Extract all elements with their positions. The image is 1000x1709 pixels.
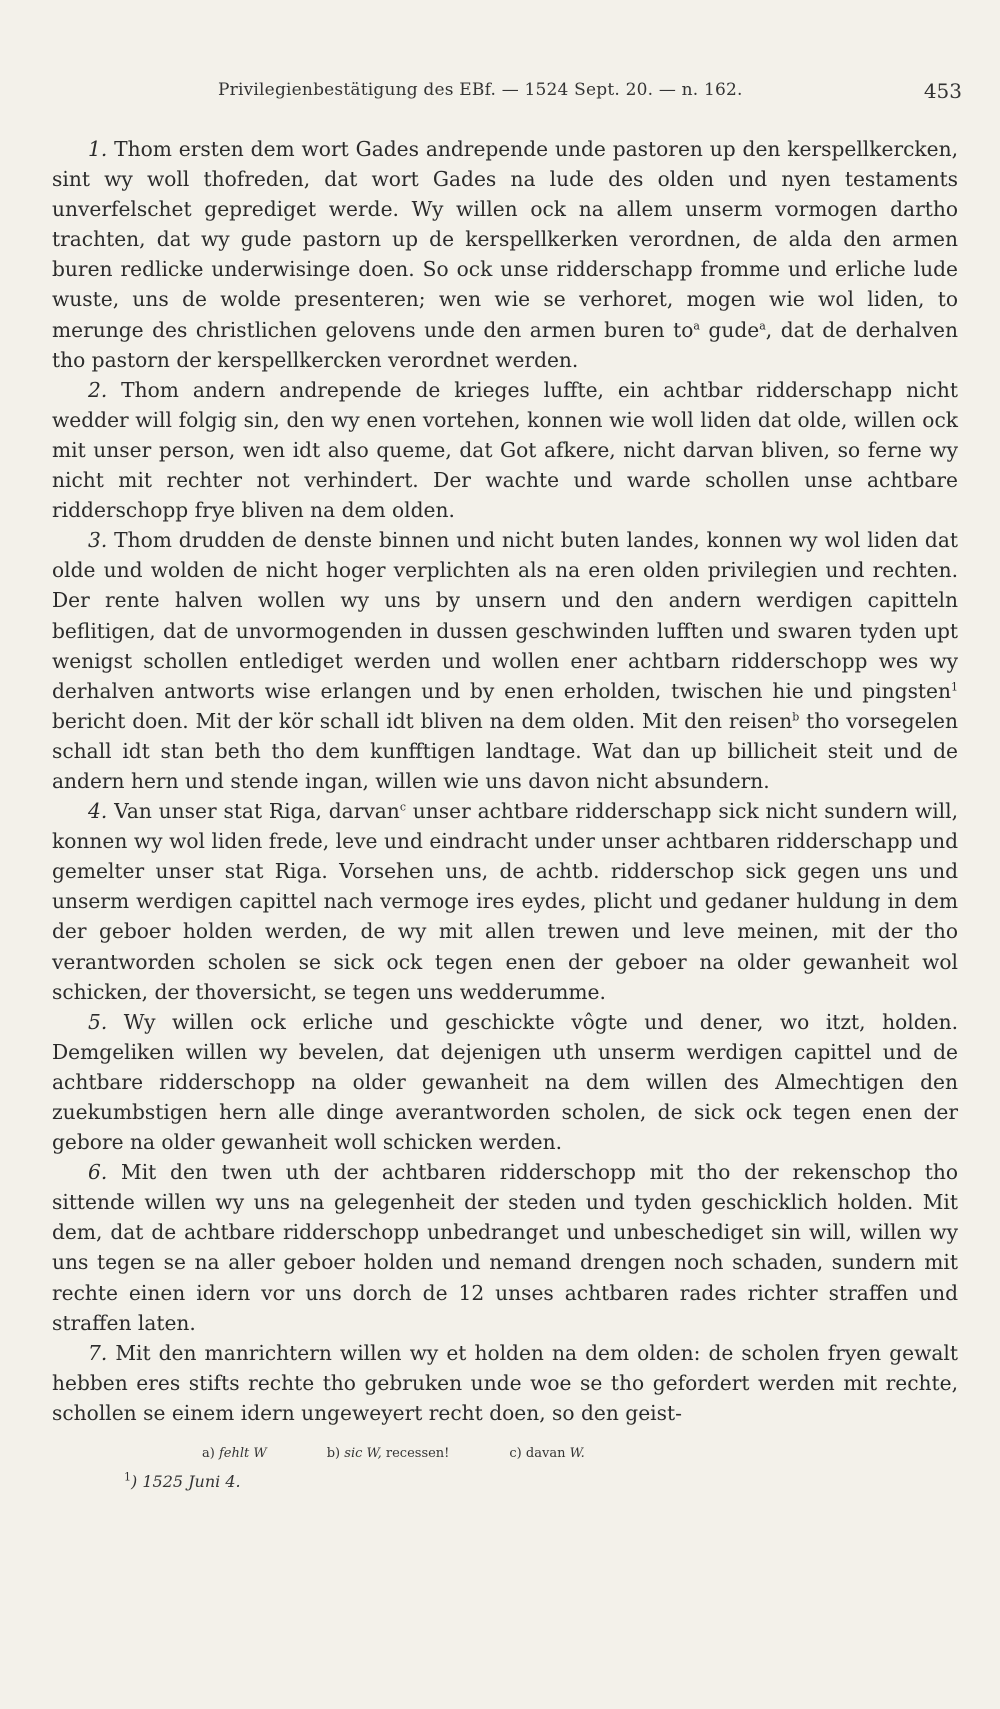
paragraph-number: 1. [88, 137, 108, 161]
footnotes [52, 1438, 958, 1491]
apparatus-label: b) [326, 1445, 341, 1461]
apparatus-mark: b [792, 710, 800, 724]
paragraph-text-tail: tho vorsegelen schall idt stan beth tho dem kunfftigen landtage. Wat dan up billicheit steit und de andern hern und stende ingan, willen wie uns davon nicht absundern. [52, 708, 958, 793]
paragraph-number: 7. [88, 1340, 108, 1365]
paragraph-2 [52, 375, 958, 525]
footnote-number: 1 [124, 1470, 131, 1484]
paragraph-6 [52, 1157, 958, 1338]
paragraph-1 [52, 134, 958, 375]
paragraph-number: 5. [88, 1009, 108, 1034]
apparatus-mark: a [693, 318, 700, 332]
paragraph-text: Thom drudden de denste binnen und nicht buten landes, konnen wy wol liden dat olde und wolden de nicht hoger verplichten als na eren olden privilegien und rechten. Der rente halven wollen wy uns by unsern und den andern werdigen capitteln beflitigen, dat de unvormogenden in dussen geschwinden lufften und swaren tyden upt wenigst schollen entlediget werden und wollen ener achtbarn ridderschopp wes wy derhalven antworts wise erlangen und by enen erholden, twischen hie und pingsten [52, 528, 958, 703]
paragraph-text-mid: gude [699, 317, 760, 342]
apparatus-label: a) [202, 1445, 215, 1461]
paragraph-text: Mit den twen uth der achtbaren ridderschopp mit tho der rekenschop tho sittende willen wy uns na gelegenheit der steden und tyden geschicklich holden. Mit dem, dat de achtbare ridderschopp unbedranget und unbeschediget sin will, willen wy uns tegen se na aller geboer holden und nemand drengen noch schaden, sundern mit rechte einen idern vor uns dorch de 12 unses achtbaren rades richter straffen und straffen laten. [52, 1160, 958, 1335]
critical-apparatus [52, 1438, 958, 1468]
paragraph-text-mid: unser achtbare ridderschapp sick nicht sundern will, konnen wy wol liden frede, leve und eindracht under unser achtbaren ridderschapp und gemelter unser stat Riga. Vorsehen uns, de achtb. ridderschop sick gegen uns und unserm werdigen capittel nach vermoge ires eydes, plicht und gedaner huldung in dem der geboer holden werden, de wy mit allen trewen und leve meinen, mit der tho verantworden scholen se sick ock tegen enen der geboer na older gewanheit wol schicken, der thoversicht, se tegen uns wedderumme. [52, 799, 958, 1004]
paragraph-text: Mit den manrichtern willen wy et holden na dem olden: de scholen fryen gewalt hebben eres stifts rechte tho gebruken unde woe se tho gefordert werden mit rechte, schollen se einem idern ungeweyert recht doen, so den geist- [52, 1340, 958, 1425]
paragraph-text: Wy willen ock erliche und geschickte vôgte und dener, wo itzt, holden. Demgeliken willen wy bevelen, dat dejenigen uth unserm werdigen capittel und de achtbare ridderschopp na older gewanheit na dem willen des Almechtigen den zuekumbstigen hern alle dinge averantworden scholen, de sick ock tegen enen der gebore na older gewanheit woll schicken werden. [52, 1009, 958, 1155]
paragraph-3 [52, 525, 958, 796]
paragraph-text: Thom ersten dem wort Gades andrepende unde pastoren up den kerspellkercken, sint wy woll thofreden, dat wort Gades na lude des olden und nyen testaments unverfelschet geprediget werde. Wy willen ock na allem unserm vormogen dartho trachten, dat wy gude pastorn up de kerspellkerken verordnen, de alda den armen buren redlicke underwisinge doen. So ock unse ridderschapp fromme und erliche lude wuste, uns de wolde presenteren; wen wie se verhoret, mogen wie wol liden, to merunge des christlichen gelovens unde den armen buren to [52, 137, 958, 342]
apparatus-tail: recessen! [385, 1445, 450, 1461]
page-number: 453 [923, 79, 962, 103]
apparatus-tail: W. [569, 1445, 585, 1461]
body-text [52, 134, 958, 1428]
paragraph-4 [52, 796, 958, 1007]
paragraph-text: Van unser stat Riga, darvan [114, 799, 400, 824]
paragraph-number: 4. [88, 799, 108, 824]
paragraph-5 [52, 1007, 958, 1157]
apparatus-mark: a [759, 318, 766, 332]
paragraph-7 [52, 1338, 958, 1428]
footnote-mark: 1 [951, 679, 958, 693]
apparatus-text: fehlt W [218, 1445, 267, 1461]
paragraph-number: 3. [88, 528, 108, 553]
apparatus-mark: c [399, 800, 406, 814]
paragraph-text-tail: , dat de derhalven tho pastorn der kerspellkercken verordnet werden. [52, 317, 958, 372]
apparatus-text: sic W, [344, 1445, 382, 1461]
paragraph-number: 6. [88, 1160, 108, 1185]
apparatus-note-a [202, 1446, 267, 1461]
apparatus-note-b [327, 1446, 450, 1461]
running-head: Privilegienbestätigung des EBf. — 1524 Sept. 20. — n. 162. [218, 80, 743, 100]
footnote-1 [52, 1472, 958, 1491]
paragraph-text-mid: bericht doen. Mit der kör schall idt bliven na dem olden. Mit den reisen [52, 708, 793, 733]
footnote-text: ) 1525 Juni 4. [131, 1472, 241, 1492]
paragraph-number: 2. [88, 377, 108, 402]
apparatus-label: c) [509, 1445, 522, 1461]
paragraph-text: Thom andern andrepende de krieges luffte, ein achtbar ridderschapp nicht wedder will folgig sin, den wy enen vortehen, konnen wie woll liden dat olde, willen ock mit unser person, wen idt also queme, dat Got afkere, nicht darvan bliven, so ferne wy nicht mit rechter not verhindert. Der wachte und warde schollen unse achtbare ridderschopp frye bliven na dem olden. [52, 377, 958, 523]
apparatus-note-c [509, 1446, 584, 1461]
document-page [52, 60, 962, 1670]
page-header [52, 60, 962, 120]
apparatus-text: davan [525, 1445, 566, 1461]
